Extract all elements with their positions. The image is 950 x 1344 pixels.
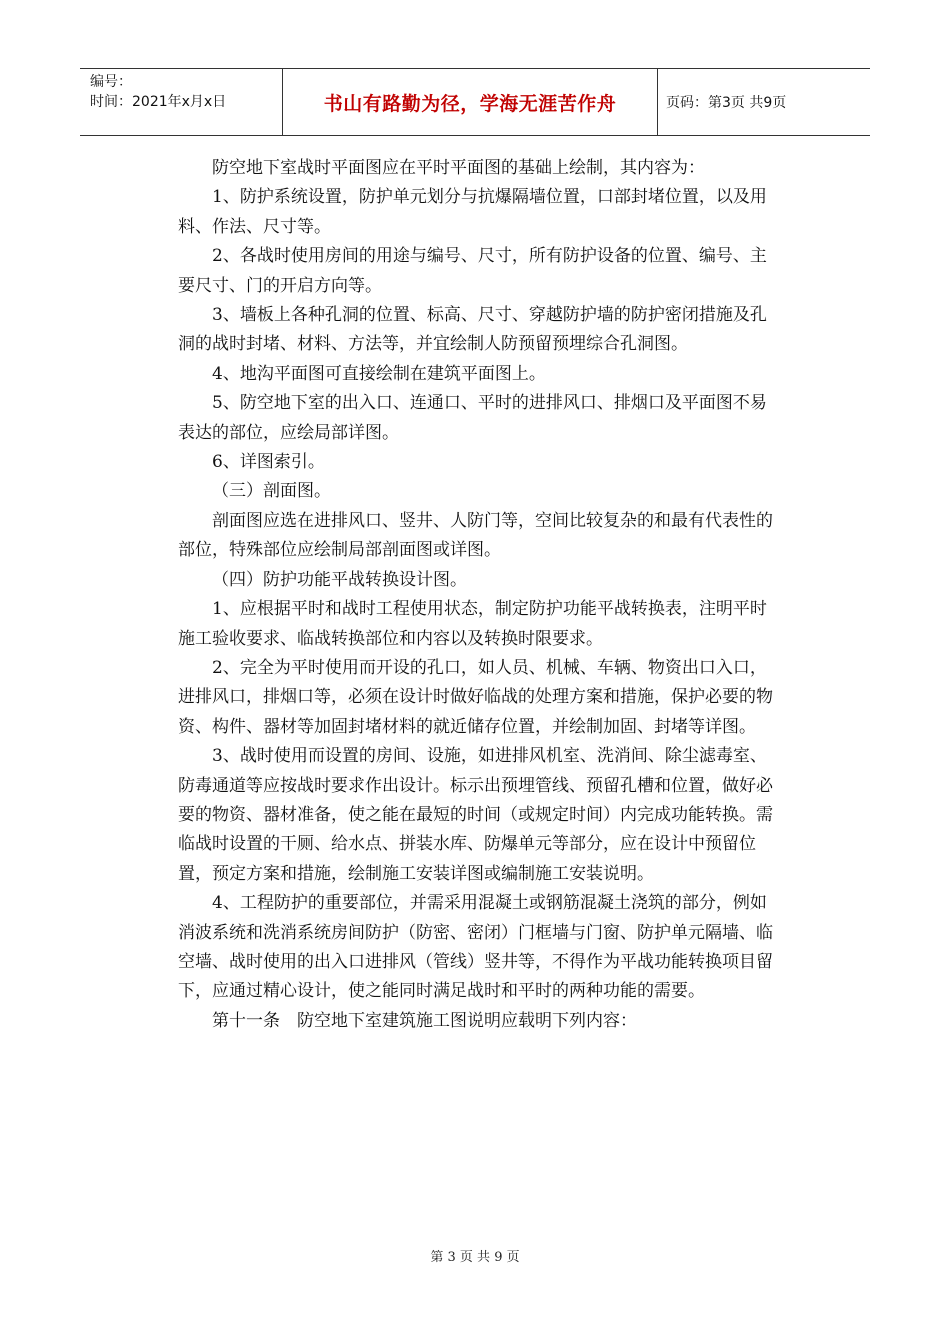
document-time-label: 时间：2021年x月x日	[90, 94, 227, 110]
page-footer: 第 3 页 共 9 页	[430, 1250, 520, 1265]
document-number-label: 编号：	[90, 74, 132, 90]
document-body	[178, 154, 778, 1036]
paragraph: 防空地下室战时平面图应在平时平面图的基础上绘制，其内容为：	[212, 158, 705, 178]
paragraph: 3、战时使用而设置的房间、设施，如进排风机室、洗消间、除尘滤毒室、防毒通道等应按战时要求作出设计。标示出预埋管线、预留孔槽和位置，做好必要的物资、器材准备，使之能在最短的时间（或规定时间）内完成功能转换。需临战时设置的干厕、给水点、拼装水库、防爆单元等部分，应在设计中预留位置，预定方案和措施，绘制施工安装详图或编制施工安装说明。	[178, 746, 773, 884]
section-heading: （四）防护功能平战转换设计图。	[212, 569, 467, 590]
article-heading: 第十一条 防空地下室建筑施工图说明应载明下列内容：	[212, 1010, 637, 1031]
paragraph: 2、各战时使用房间的用途与编号、尺寸，所有防护设备的位置、编号、主要尺寸、门的开启方向等。	[178, 246, 767, 296]
header-page-cell	[658, 69, 870, 135]
header-motto-cell	[282, 69, 658, 135]
paragraph: 4、地沟平面图可直接绘制在建筑平面图上。	[212, 363, 546, 384]
paragraph: 6、详图索引。	[212, 452, 325, 473]
paragraph: 1、防护系统设置，防护单元划分与抗爆隔墙位置，口部封堵位置，以及用料、作法、尺寸等。	[178, 187, 767, 237]
header-motto: 书山有路勤为径，学海无涯苦作舟	[323, 92, 617, 115]
paragraph: 2、完全为平时使用而开设的孔口，如人员、机械、车辆、物资出口入口，进排风口，排烟口等，必须在设计时做好临战的处理方案和措施，保护必要的物资、构件、器材等加固封堵材料的就近储存位置，并绘制加固、封堵等详图。	[178, 657, 773, 737]
paragraph: 3、墙板上各种孔洞的位置、标高、尺寸、穿越防护墙的防护密闭措施及孔洞的战时封堵、材料、方法等，并宜绘制人防预留预埋综合孔洞图。	[178, 305, 767, 355]
paragraph: 剖面图应选在进排风口、竖井、人防门等，空间比较复杂的和最有代表性的部位，特殊部位应绘制局部剖面图或详图。	[178, 510, 773, 561]
header-meta	[80, 69, 282, 135]
paragraph: 5、防空地下室的出入口、连通口、平时的进排风口、排烟口及平面图不易表达的部位，应绘局部详图。	[178, 393, 767, 443]
paragraph: 1、应根据平时和战时工程使用状态，制定防护功能平战转换表，注明平时施工验收要求、临战转换部位和内容以及转换时限要求。	[178, 599, 767, 649]
paragraph: 4、工程防护的重要部位，并需采用混凝土或钢筋混凝土浇筑的部分，例如消波系统和洗消系统房间防护（防密、密闭）门框墙与门窗、防护单元隔墙、临空墙、战时使用的出入口进排风（管线）竖井等，不得作为平战功能转换项目留下，应通过精心设计，使之能同时满足战时和平时的两种功能的需要。	[178, 893, 773, 1002]
header-page-info: 页码：第3页 共9页	[666, 95, 787, 111]
page-header	[80, 68, 870, 136]
section-heading: （三）剖面图。	[212, 481, 331, 502]
